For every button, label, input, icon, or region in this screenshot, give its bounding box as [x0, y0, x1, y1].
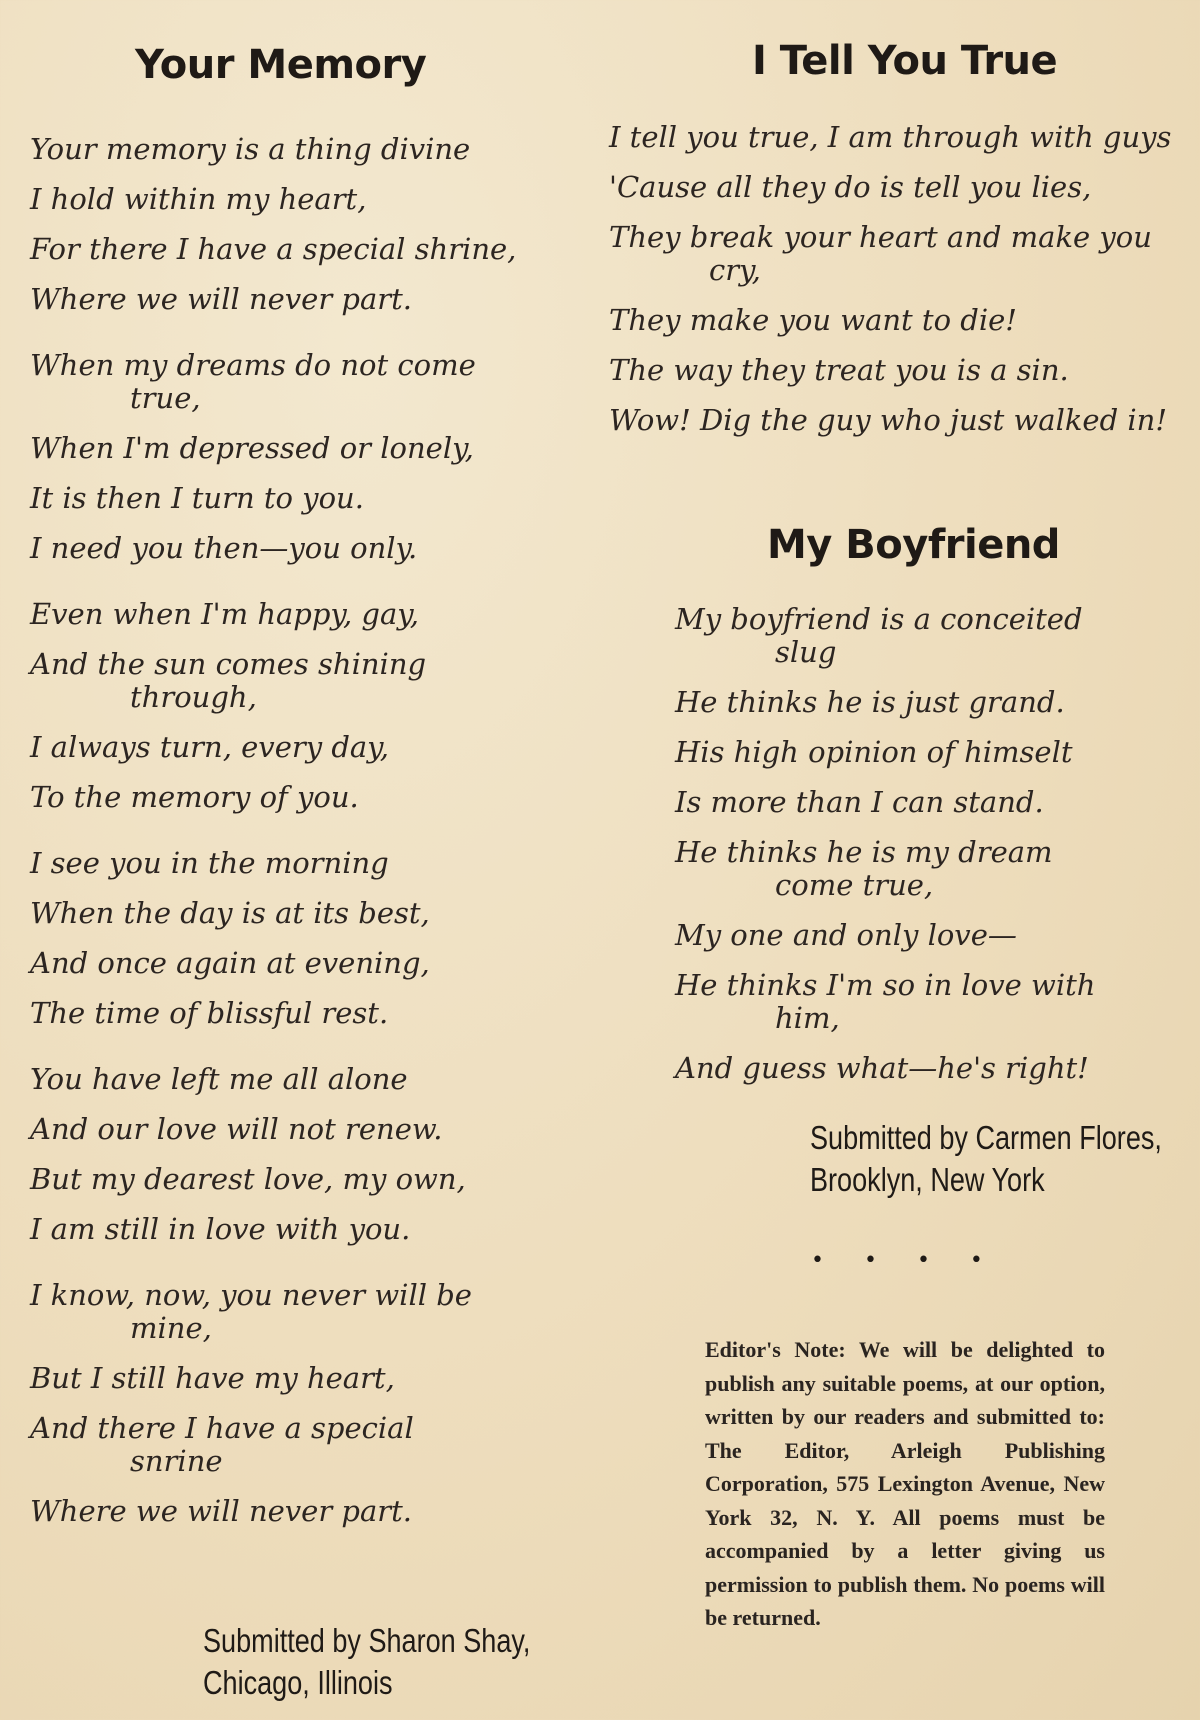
- poem-line-text: His high opinion of himselt: [675, 735, 1073, 769]
- poem-line: [675, 786, 1190, 819]
- poem-line: [30, 598, 590, 631]
- poem-line-text: He thinks he is just grand.: [675, 685, 1065, 719]
- poem-line: [30, 283, 590, 316]
- poem-line: [675, 736, 1190, 769]
- poem-line-text: The way they treat you is a sin.: [609, 353, 1069, 387]
- poem-line-continuation: slug: [775, 635, 837, 669]
- poem-line-text: Your memory is a thing divine: [30, 132, 471, 166]
- poem-line: [30, 847, 590, 880]
- poem-line: [675, 919, 1190, 952]
- poem-stanza: [30, 133, 590, 316]
- poem-line: [30, 349, 590, 415]
- poem-line: [609, 354, 1194, 387]
- poem-line: [30, 183, 590, 216]
- poem-line: [609, 304, 1194, 337]
- poem-line: [30, 1412, 590, 1478]
- poem-line: [609, 404, 1194, 437]
- poem-line-text: Wow! Dig the guy who just walked in!: [609, 403, 1167, 437]
- poem-line-text: Is more than I can stand.: [675, 785, 1044, 819]
- poem-line-text: And there I have a special: [30, 1411, 414, 1445]
- poem-line: [609, 171, 1194, 204]
- poem-line: [30, 1362, 590, 1395]
- poem-line: [609, 121, 1194, 154]
- poem-line: [30, 897, 590, 930]
- poem-line-text: And guess what—he's right!: [675, 1051, 1089, 1085]
- poem-line: [30, 781, 590, 814]
- poem-line: [30, 133, 590, 166]
- poem-line: [30, 997, 590, 1030]
- poem-line-text: The time of blissful rest.: [30, 996, 389, 1030]
- poem-line-continuation: true,: [130, 381, 201, 415]
- poem-line-text: Where we will never part.: [30, 1494, 413, 1528]
- poem-line-text: I tell you true, I am through with guys: [609, 120, 1172, 154]
- poem-line-text: I am still in love with you.: [30, 1212, 411, 1246]
- poem-line-text: And the sun comes shining: [30, 647, 427, 681]
- poem-stanza: [30, 1279, 590, 1528]
- credit-carmen-flores: [810, 1117, 1200, 1201]
- poem-line-continuation: him,: [775, 1001, 840, 1035]
- poem-line-text: He thinks he is my dream: [675, 835, 1053, 869]
- poem-line-text: Even when I'm happy, gay,: [30, 597, 419, 631]
- poem-line-text: He thinks I'm so in love with: [675, 968, 1096, 1002]
- poem-line-text: My one and only love—: [675, 918, 1017, 952]
- poem-line-text: 'Cause all they do is tell you lies,: [609, 170, 1092, 204]
- poem-line: [30, 1163, 590, 1196]
- poem-line: [30, 532, 590, 565]
- poem-line: [30, 482, 590, 515]
- poem-title-i-tell-you-true: I Tell You True: [752, 38, 1058, 84]
- poem-line: [675, 836, 1190, 902]
- credit-place: Chicago, Illinois: [203, 1664, 393, 1701]
- poem-line-text: And our love will not renew.: [30, 1112, 443, 1146]
- poem-stanza: [30, 847, 590, 1030]
- poem-line: [675, 686, 1190, 719]
- poem-my-boyfriend: [675, 603, 1190, 1102]
- poem-line-text: Where we will never part.: [30, 282, 413, 316]
- poem-line-text: When the day is at its best,: [30, 896, 430, 930]
- poem-your-memory: [30, 133, 590, 1545]
- poem-title-my-boyfriend: My Boyfriend: [767, 522, 1060, 568]
- poem-line: [30, 1495, 590, 1528]
- credit-sharon-shay: [203, 1620, 602, 1704]
- poem-line-text: It is then I turn to you.: [30, 481, 364, 515]
- poem-stanza: [30, 349, 590, 565]
- poem-i-tell-you-true: [609, 121, 1194, 454]
- poem-line-text: They break your heart and make you: [609, 220, 1152, 254]
- poem-line: [30, 947, 590, 980]
- poem-line-text: They make you want to die!: [609, 303, 1017, 337]
- poem-line-text: I hold within my heart,: [30, 182, 367, 216]
- poem-line-text: My boyfriend is a conceited: [675, 602, 1083, 636]
- poem-line: [30, 648, 590, 714]
- poem-line: [30, 233, 590, 266]
- poem-line-continuation: cry,: [709, 253, 761, 287]
- credit-place: Brooklyn, New York: [810, 1161, 1045, 1198]
- poem-line: [609, 221, 1194, 287]
- credit-name: Submitted by Carmen Flores,: [810, 1119, 1162, 1156]
- poem-line-continuation: through,: [130, 680, 257, 714]
- poem-line: [675, 603, 1190, 669]
- poem-line-text: You have left me all alone: [30, 1062, 408, 1096]
- poem-line: [675, 969, 1190, 1035]
- poem-line-text: When I'm depressed or lonely,: [30, 431, 474, 465]
- poem-stanza: [30, 598, 590, 814]
- poem-line: [30, 1113, 590, 1146]
- poem-line-text: I see you in the morning: [30, 846, 389, 880]
- poem-line-text: To the memory of you.: [30, 780, 359, 814]
- poem-line: [30, 1063, 590, 1096]
- editors-note: Editor's Note: We will be delighted to publish any suitable poems, at our option, written by our readers and submitted to: The Editor, Arleigh Publishing Corporation, 575 Lexington Avenue, New York 32, N. Y. All poems must be accompanied by a letter giving us permission to publish them. No poems will be returned.: [705, 1337, 1105, 1630]
- poem-line-text: For there I have a special shrine,: [30, 232, 517, 266]
- separator-dots: ••••: [811, 1248, 1023, 1273]
- poem-line-text: When my dreams do not come: [30, 348, 476, 382]
- poem-line-continuation: snrine: [130, 1444, 223, 1478]
- poem-line-text: But my dearest love, my own,: [30, 1162, 466, 1196]
- poem-line-continuation: come true,: [775, 868, 934, 902]
- poem-line: [30, 731, 590, 764]
- poem-stanza: [30, 1063, 590, 1246]
- poem-line-text: I know, now, you never will be: [30, 1278, 472, 1312]
- poem-line: [30, 1213, 590, 1246]
- poem-line: [675, 1052, 1190, 1085]
- poem-line: [30, 432, 590, 465]
- poem-line-text: I need you then—you only.: [30, 531, 418, 565]
- poem-line-text: But I still have my heart,: [30, 1361, 395, 1395]
- poem-title-your-memory: Your Memory: [135, 42, 427, 88]
- poem-line-text: I always turn, every day,: [30, 730, 389, 764]
- credit-name: Submitted by Sharon Shay,: [203, 1622, 531, 1659]
- poem-line-continuation: mine,: [130, 1311, 212, 1345]
- poem-line: [30, 1279, 590, 1345]
- poem-line-text: And once again at evening,: [30, 946, 430, 980]
